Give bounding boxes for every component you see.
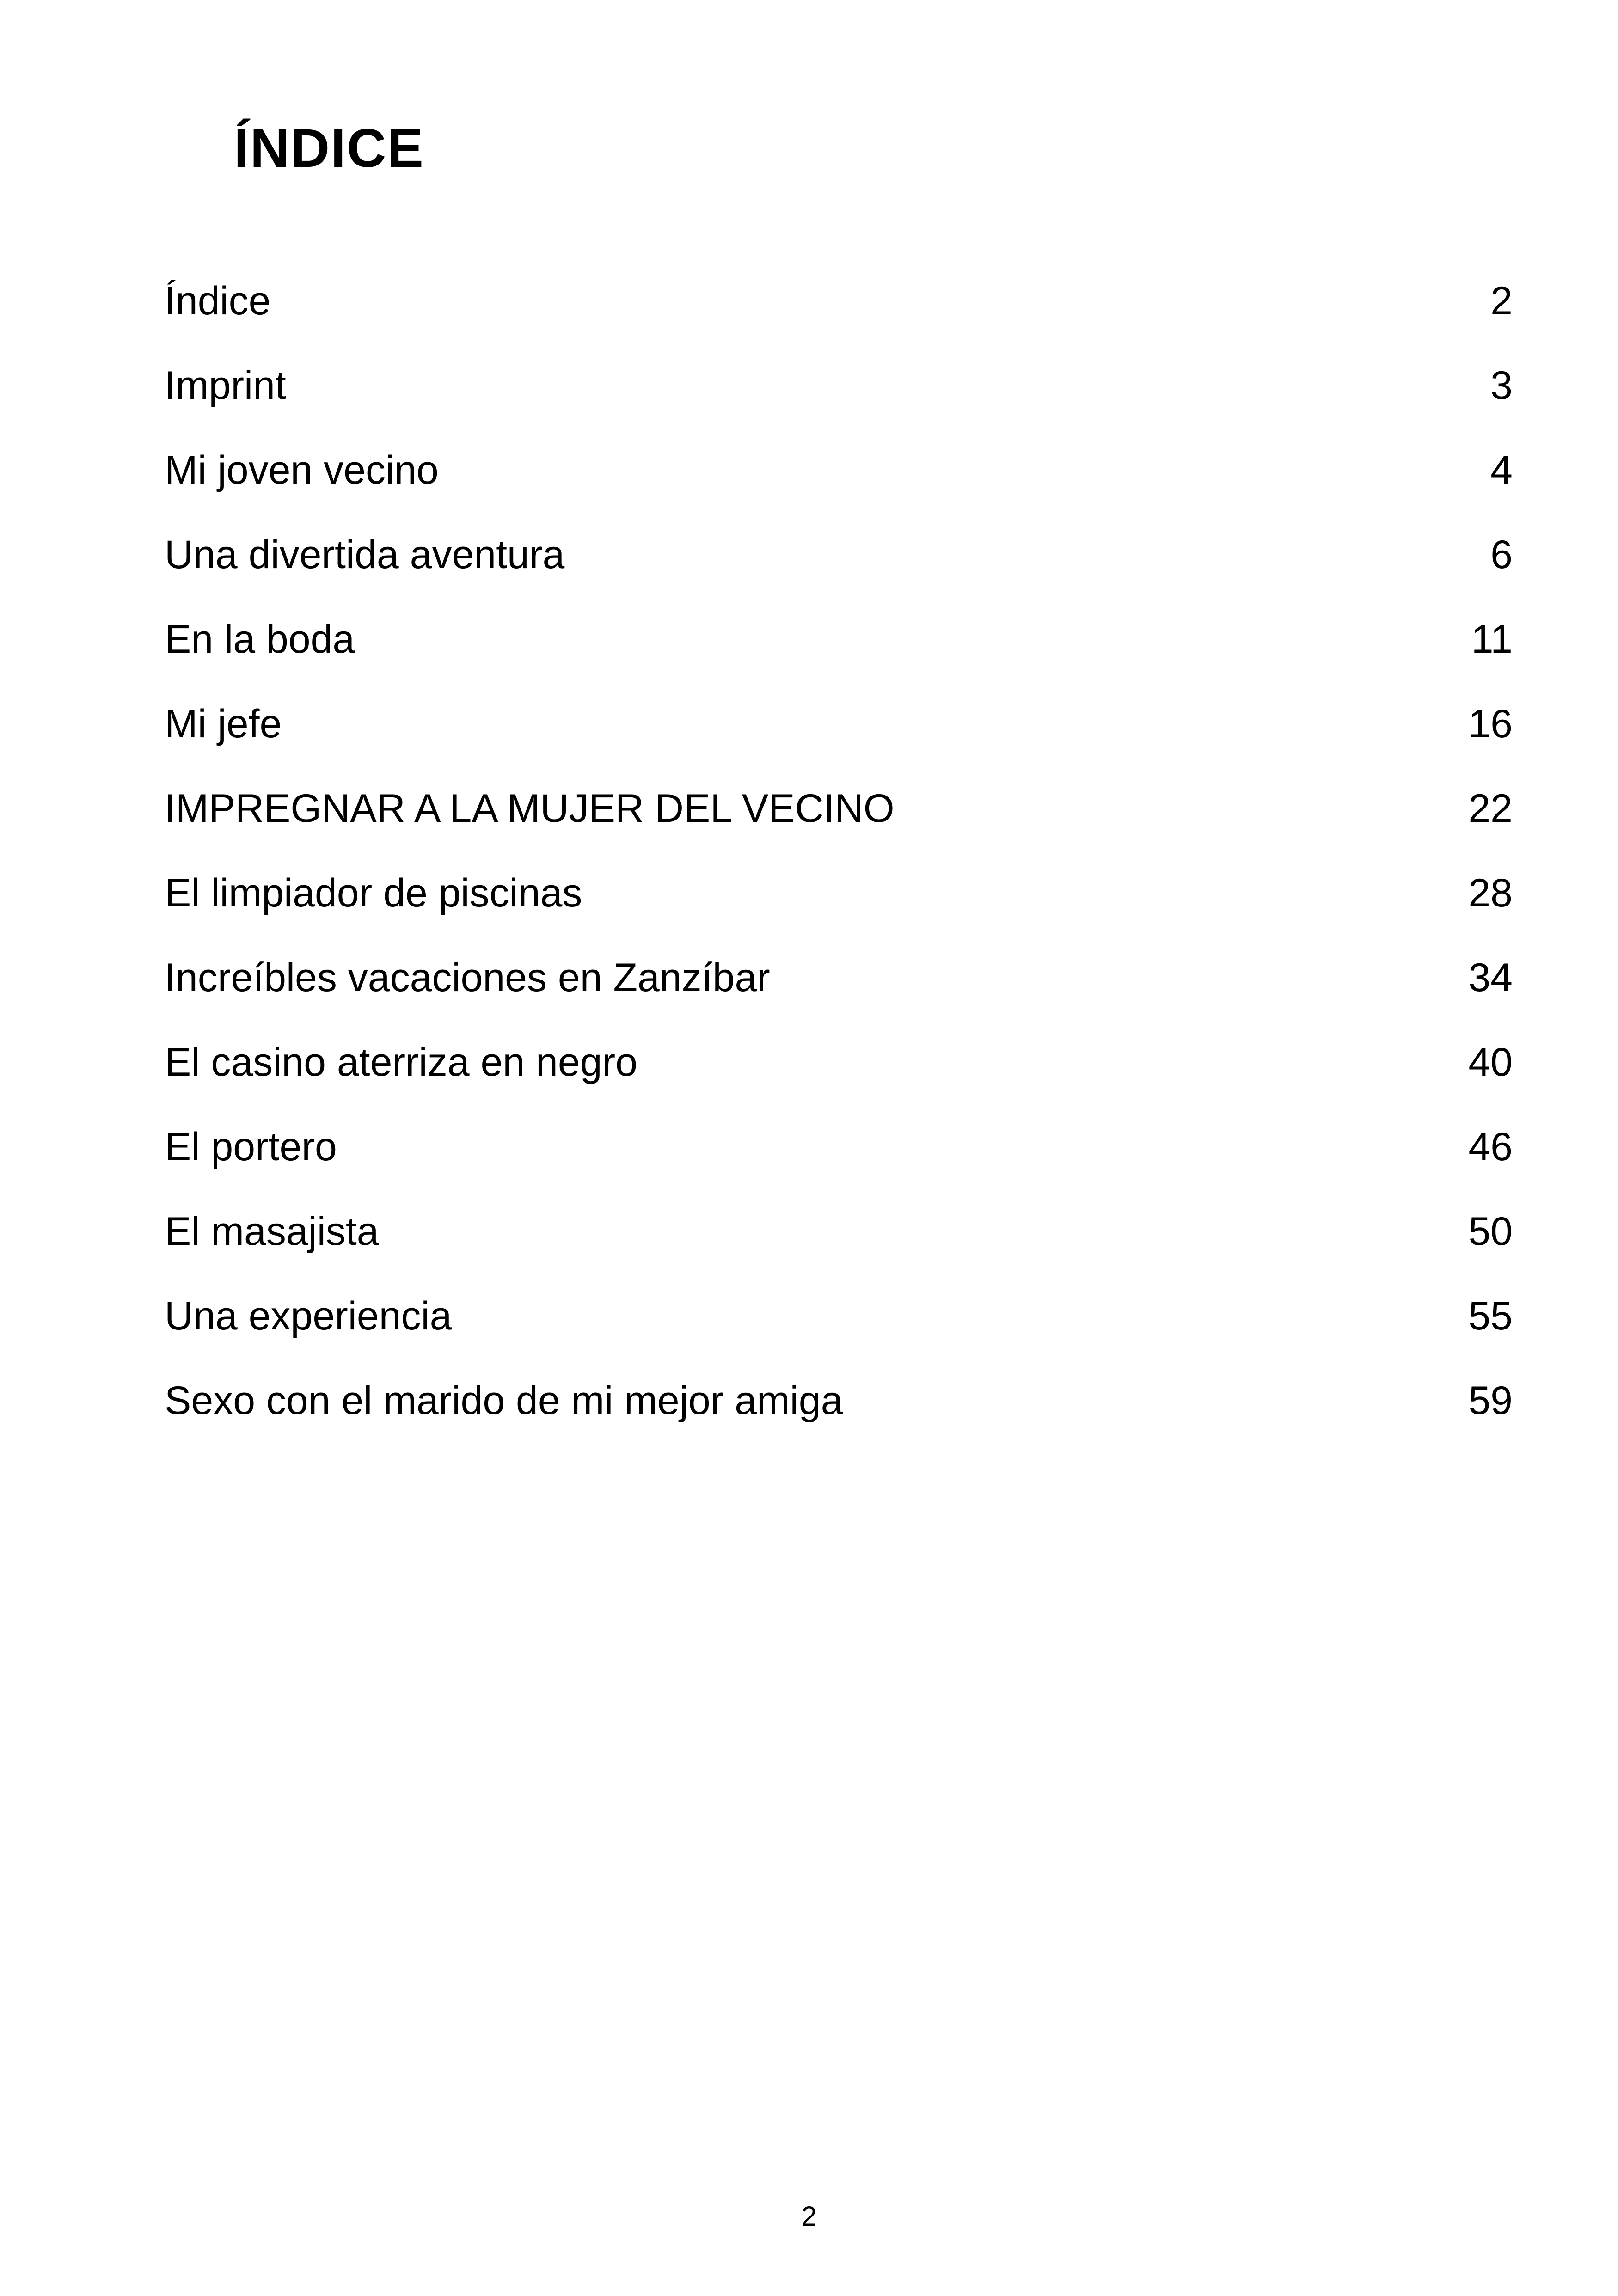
toc-entry-label: Increíbles vacaciones en Zanzíbar [165, 955, 770, 1000]
toc-entry[interactable] [165, 1274, 1513, 1359]
toc-entry-page: 55 [1468, 1294, 1513, 1338]
toc-entry[interactable] [165, 1020, 1513, 1105]
toc-entry-page: 6 [1490, 533, 1513, 577]
toc-entry[interactable] [165, 682, 1513, 766]
toc-entry-label: Mi joven vecino [165, 448, 439, 492]
toc-entry-page: 50 [1468, 1209, 1513, 1254]
page-title: ÍNDICE [234, 118, 424, 179]
toc-entry-label: IMPREGNAR A LA MUJER DEL VECINO [165, 786, 895, 831]
toc-entry[interactable] [165, 1105, 1513, 1189]
toc-entry-page: 16 [1468, 702, 1513, 746]
toc-entry[interactable] [165, 513, 1513, 597]
toc-entry-page: 28 [1468, 871, 1513, 915]
toc-entry[interactable] [165, 1359, 1513, 1443]
toc-entry-label: Una experiencia [165, 1294, 452, 1338]
toc-entry-page: 34 [1468, 955, 1513, 1000]
table-of-contents [165, 259, 1513, 1443]
toc-entry-label: Índice [165, 279, 271, 323]
toc-entry-label: Mi jefe [165, 702, 282, 746]
toc-entry[interactable] [165, 936, 1513, 1020]
toc-entry[interactable] [165, 851, 1513, 936]
toc-entry-page: 22 [1468, 786, 1513, 831]
toc-entry-label: Una divertida aventura [165, 533, 565, 577]
toc-entry[interactable] [165, 428, 1513, 513]
toc-entry-label: El masajista [165, 1209, 379, 1254]
toc-entry-label: Imprint [165, 363, 286, 408]
toc-entry-page: 11 [1471, 617, 1513, 661]
toc-entry-page: 4 [1490, 448, 1513, 492]
toc-entry-page: 3 [1490, 363, 1513, 408]
toc-entry-label: En la boda [165, 617, 355, 661]
toc-entry-label: Sexo con el marido de mi mejor amiga [165, 1378, 843, 1423]
toc-entry-label: El casino aterriza en negro [165, 1040, 638, 1084]
toc-entry-page: 40 [1468, 1040, 1513, 1084]
toc-entry[interactable] [165, 259, 1513, 343]
toc-entry-page: 46 [1468, 1125, 1513, 1169]
toc-entry[interactable] [165, 766, 1513, 851]
toc-entry[interactable] [165, 343, 1513, 428]
page-number: 2 [801, 2201, 817, 2232]
toc-entry-page: 59 [1468, 1378, 1513, 1423]
toc-entry-label: El portero [165, 1125, 337, 1169]
toc-entry[interactable] [165, 597, 1513, 682]
toc-entry-label: El limpiador de piscinas [165, 871, 582, 915]
toc-entry[interactable] [165, 1189, 1513, 1274]
toc-entry-page: 2 [1490, 279, 1513, 323]
